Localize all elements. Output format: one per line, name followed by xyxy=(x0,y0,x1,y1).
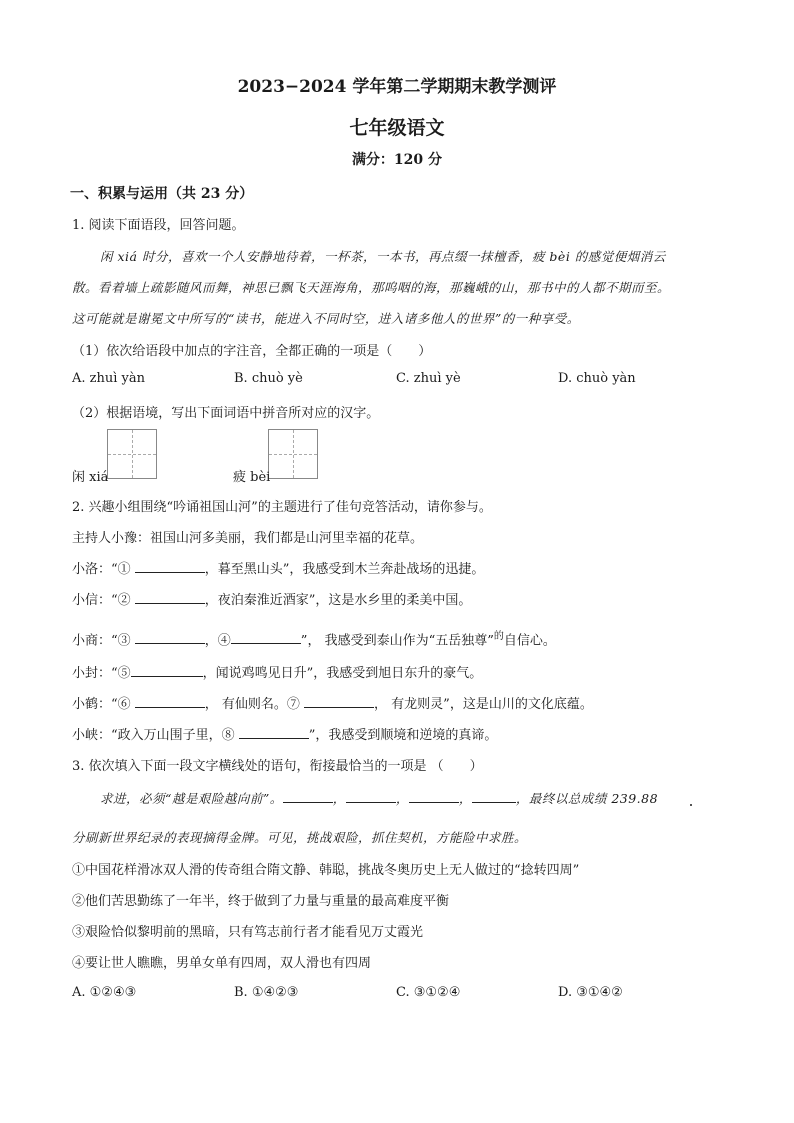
option-a[interactable]: A. zhuì yàn xyxy=(72,371,146,386)
q3-passage-line-1 xyxy=(100,788,658,807)
q3-option-b[interactable]: B. ①④②③ xyxy=(234,985,299,1000)
subquestion-1: （1）依次给语段中加点的字注音，全都正确的一项是（ ） xyxy=(72,344,432,359)
fill-line-4-prefix: 小封：“⑤ xyxy=(72,666,131,681)
answer-blank-2[interactable] xyxy=(135,589,205,604)
fill-line-1-prefix: 小洛：“① xyxy=(72,562,135,577)
passage-line-3: 这可能就是谢冕文中所写的“读书，能进入不同时空，进入诸多他人的世界”的一种享受。 xyxy=(72,311,580,326)
q3-option-d[interactable]: D. ③①④② xyxy=(558,985,623,1000)
option-d[interactable]: D. chuò yàn xyxy=(558,371,636,386)
answer-blank-3[interactable] xyxy=(135,629,205,644)
subquestion-2: （2）根据语境，写出下面词语中拼音所对应的汉字。 xyxy=(72,406,380,421)
passage-line-1: 闲 xiá 时分，喜欢一个人安静地待着，一杯茶，一本书，再点缀一抹檀香，疲 bèi 的感觉便烟消云 xyxy=(100,249,666,264)
answer-blank-8[interactable] xyxy=(239,724,309,739)
fill-line-5-prefix: 小鹤：“⑥ xyxy=(72,697,135,712)
exam-subtitle: 七年级语文 xyxy=(349,117,445,139)
sentence-2: ②他们苦思勤练了一年半，终于做到了力量与重量的最高难度平衡 xyxy=(72,894,450,909)
fill-line-1 xyxy=(72,558,484,577)
host-line: 主持人小豫：祖国山河多美丽，我们都是山河里幸福的花草。 xyxy=(72,531,424,546)
fill-line-4-suffix: ，闻说鸡鸣见日升”，我感受到旭日东升的豪气。 xyxy=(202,666,483,681)
sentence-3: ③艰险恰似黎明前的黑暗，只有笃志前行者才能看见万丈霞光 xyxy=(72,925,424,940)
question-3-stem: 3. 依次填入下面一段文字横线处的语句，衔接最恰当的一项是 （ ） xyxy=(72,759,483,774)
fill-line-3-end: 自信心。 xyxy=(503,633,556,649)
section-heading: 一、积累与运用（共 23 分） xyxy=(70,186,254,202)
q3-blank-1[interactable] xyxy=(283,788,333,803)
q3-option-a[interactable]: A. ①②④③ xyxy=(72,985,137,1000)
box-label-1: 闲 xiá xyxy=(72,470,109,485)
q3-option-c[interactable]: C. ③①②④ xyxy=(396,985,461,1000)
sentence-4: ④要让世人瞧瞧，男单女单有四周，双人滑也有四周 xyxy=(72,956,372,971)
question-1-stem: 1. 阅读下面语段，回答问题。 xyxy=(72,218,245,233)
answer-grid-box-2[interactable] xyxy=(268,429,318,479)
stray-dot xyxy=(690,804,692,806)
question-2-stem: 2. 兴趣小组围绕“吟诵祖国山河”的主题进行了佳句竞答活动，请你参与。 xyxy=(72,500,492,515)
answer-blank-7[interactable] xyxy=(304,693,374,708)
fill-line-1-suffix: ，暮至黑山头”，我感受到木兰奔赴战场的迅捷。 xyxy=(204,562,485,577)
option-c[interactable]: C. zhuì yè xyxy=(396,371,461,386)
option-b[interactable]: B. chuò yè xyxy=(234,371,303,386)
box-label-2: 疲 bèi xyxy=(233,470,271,485)
answer-grid-box-1[interactable] xyxy=(107,429,157,479)
fill-line-2-prefix: 小信：“② xyxy=(72,593,135,608)
fill-line-2 xyxy=(72,589,471,608)
fill-line-6-prefix: 小峡：“政入万山围子里，⑧ xyxy=(72,728,239,743)
q3-passage-end: ，最终以总成绩 239.88 xyxy=(515,791,659,806)
fill-line-3-suffix: ”， 我感受到泰山作为“五岳独尊” xyxy=(300,633,494,649)
answer-blank-6[interactable] xyxy=(135,693,205,708)
fill-line-5-suffix: ， 有龙则灵”，这是山川的文化底蕴。 xyxy=(374,697,593,712)
answer-blank-5[interactable] xyxy=(131,662,203,677)
exam-title: 2023−2024 学年第二学期期末教学测评 xyxy=(237,77,557,97)
q3-blank-3[interactable] xyxy=(409,788,459,803)
q3-passage-line-2: 分刷新世界纪录的表现摘得金牌。可见，挑战艰险，抓住契机，方能险中求胜。 xyxy=(72,830,528,845)
fill-line-4 xyxy=(72,662,482,681)
fill-line-5 xyxy=(72,693,593,712)
answer-blank-1[interactable] xyxy=(135,558,205,573)
passage-line-2: 散。看着墙上疏影随风而舞，神思已飘飞天涯海角，那呜咽的海，那巍峨的山，那书中的人都不期而至。 xyxy=(72,280,671,295)
fill-line-2-suffix: ，夜泊秦淮近酒家”，这是水乡里的柔美中国。 xyxy=(204,593,472,608)
fill-line-5-mid: ， 有仙则名。⑦ xyxy=(204,697,305,712)
q3-passage-start: 求进，必须“越是艰险越向前”。 xyxy=(100,791,283,806)
q3-blank-2[interactable] xyxy=(346,788,396,803)
q3-blank-4[interactable] xyxy=(472,788,516,803)
q3-blank-sep-3: ， xyxy=(458,791,472,806)
q3-blank-sep-2: ， xyxy=(395,791,409,806)
fill-line-3-prefix: 小商：“③ xyxy=(72,633,135,649)
fill-line-6 xyxy=(72,724,497,743)
fill-line-3 xyxy=(72,627,556,648)
full-score: 满分：120 分 xyxy=(351,152,443,168)
q3-blank-sep-1: ， xyxy=(332,791,346,806)
answer-blank-4[interactable] xyxy=(231,629,301,644)
fill-line-6-suffix: ”，我感受到顺境和逆境的真谛。 xyxy=(308,728,498,743)
sentence-1: ①中国花样滑冰双人滑的传奇组合隋文静、韩聪，挑战冬奥历史上无人做过的“捻转四周” xyxy=(72,863,580,878)
fill-line-3-mid: ，④ xyxy=(204,633,231,649)
fill-line-3-sup: 的 xyxy=(493,631,504,642)
